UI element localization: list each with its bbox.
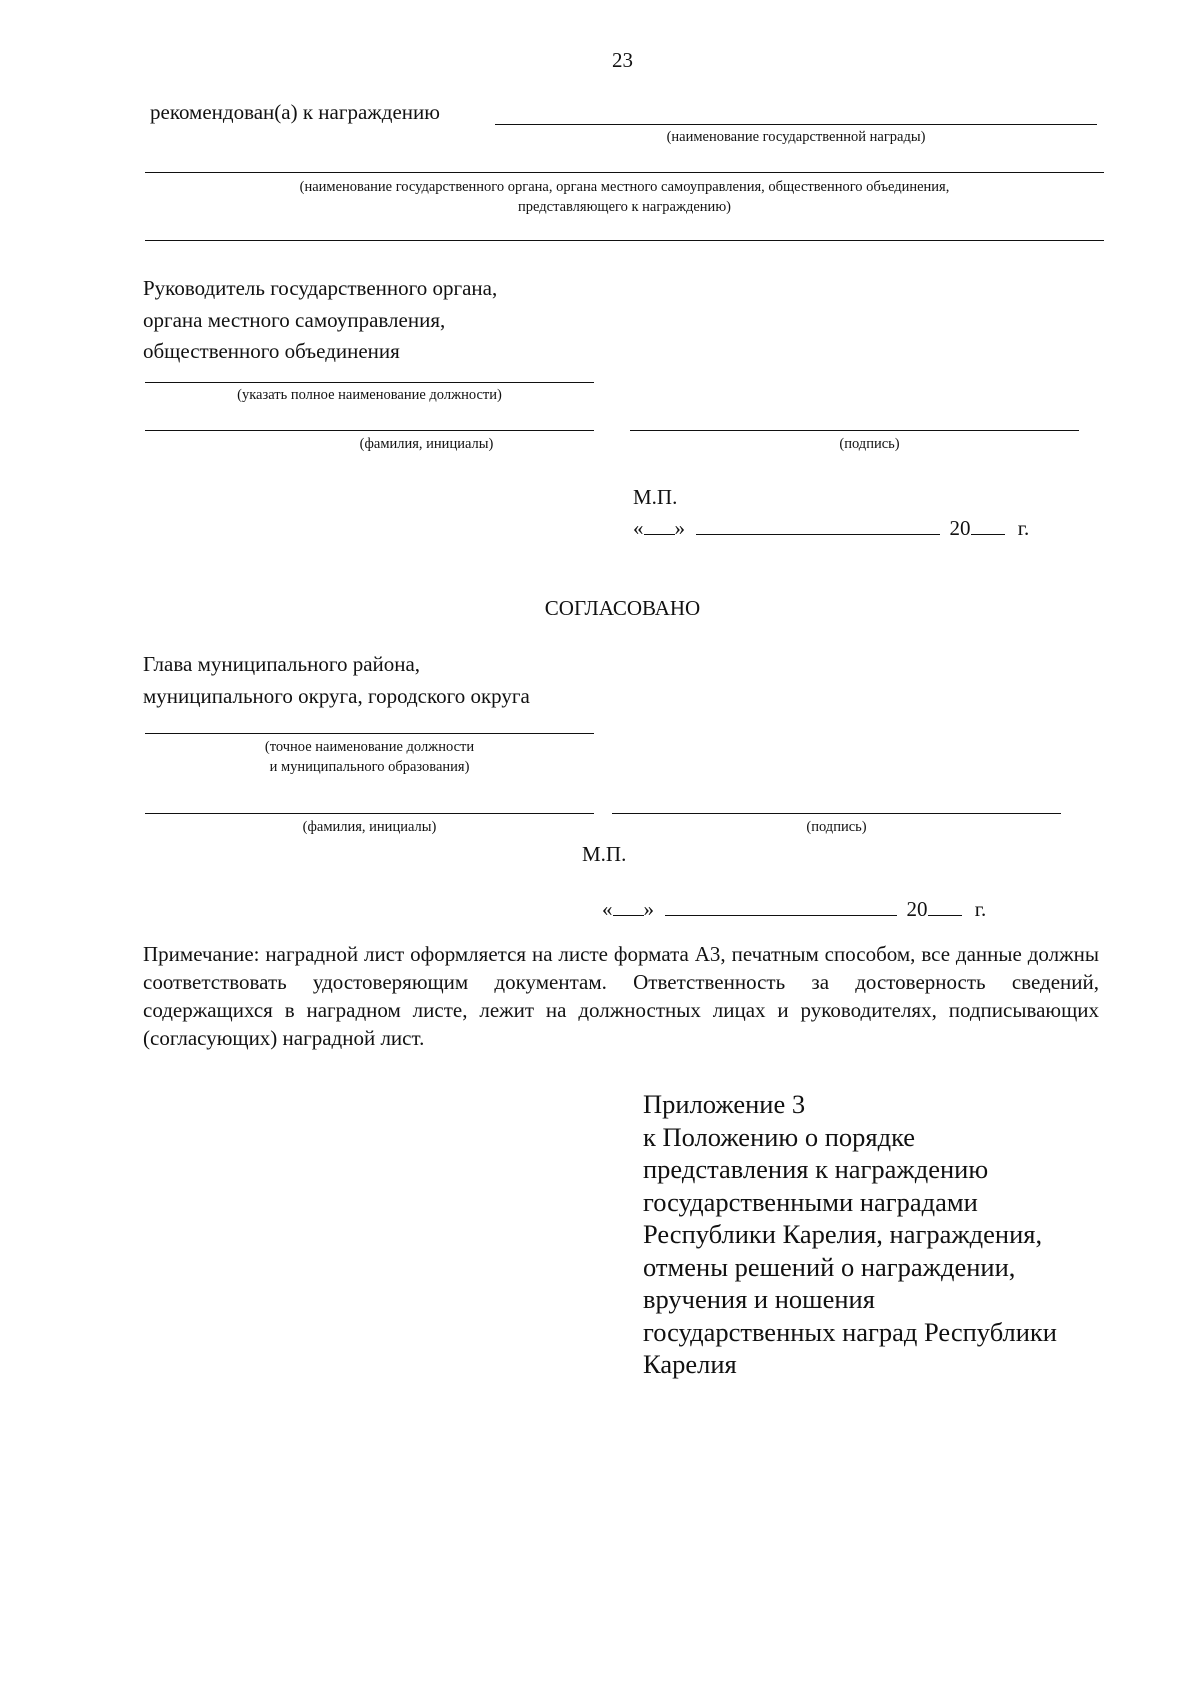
year-suffix: г. [974,897,987,922]
position-line[interactable] [145,382,594,383]
municipal-position-caption-1: (точное наименование должности [264,739,475,755]
year-blank[interactable] [928,893,962,916]
day-blank[interactable] [613,893,644,916]
signature-caption: (подпись) [839,436,900,452]
organ-caption-line1: (наименование государственного органа, органа местного самоуправления, общественного объединения, [299,179,950,195]
municipal-position-caption-2: и муниципального образования) [269,759,470,775]
appendix-line-6: отмены решений о награждении, [643,1251,1016,1282]
municipal-name-line[interactable] [145,813,594,814]
year-suffix: г. [1017,516,1030,541]
appendix-line-5: Республики Карелия, награждения, [643,1219,1043,1249]
head-title-line-1: Руководитель государственного органа, [143,276,498,300]
municipal-position-line[interactable] [145,733,594,734]
head-title-line-2: органа местного самоуправления, [143,308,446,332]
appendix-line-8: государственных наград Республики [643,1316,1057,1347]
note-paragraph: Примечание: наградной лист оформляется на листе формата А3, печатным способом, все данные должны соответствовать удостоверяющим документам. Ответственность за достоверность сведений, содержащихся в наградном листе, лежит на должностных лицах и руководителях, подписывающих (согласующих) наградной лист. [143,942,1099,1050]
municipal-signature-line[interactable] [612,813,1061,814]
municipal-name-caption: (фамилия, инициалы) [302,819,437,835]
appendix-line-1: Приложение 3 [643,1089,806,1119]
organ-name-line-2[interactable] [145,240,1104,241]
close-quote: » [674,516,685,541]
open-quote: « [633,516,644,541]
appendix-line-7: вручения и ношения [643,1284,875,1314]
appendix-line-9: Карелия [643,1349,737,1379]
municipal-date-line [602,893,986,926]
award-caption: (наименование государственной награды) [666,129,926,145]
signature-line[interactable] [630,430,1079,431]
agreed-heading: СОГЛАСОВАНО [544,596,701,620]
date-line [633,512,1029,545]
appendix-line-4: государственными наградами [643,1186,978,1217]
appendix-header [643,1088,1123,1381]
year-blank[interactable] [971,512,1005,535]
municipal-title-line-2: муниципального округа, городского округа [143,684,530,708]
organ-name-line[interactable] [145,172,1104,173]
head-title-line-3: общественного объединения [143,339,400,363]
year-prefix: 20 [906,897,928,922]
recommended-label: рекомендован(а) к награждению [150,100,440,124]
name-caption: (фамилия, инициалы) [359,436,494,452]
month-blank[interactable] [665,893,897,916]
year-prefix: 20 [949,516,971,541]
appendix-line-3: представления к награждению [643,1154,989,1184]
municipal-stamp-label: М.П. [582,842,627,866]
close-quote: » [643,897,654,922]
name-line[interactable] [145,430,594,431]
award-name-line[interactable] [495,124,1097,125]
municipal-title-line-1: Глава муниципального района, [143,652,421,676]
day-blank[interactable] [644,512,675,535]
month-blank[interactable] [696,512,940,535]
municipal-signature-caption: (подпись) [806,819,867,835]
position-caption: (указать полное наименование должности) [237,387,502,403]
stamp-label: М.П. [633,485,678,509]
organ-caption-line2: представляющего к награждению) [518,199,731,215]
page-number: 23 [612,48,633,72]
open-quote: « [602,897,613,922]
appendix-line-2: к Положению о порядке [643,1121,916,1152]
